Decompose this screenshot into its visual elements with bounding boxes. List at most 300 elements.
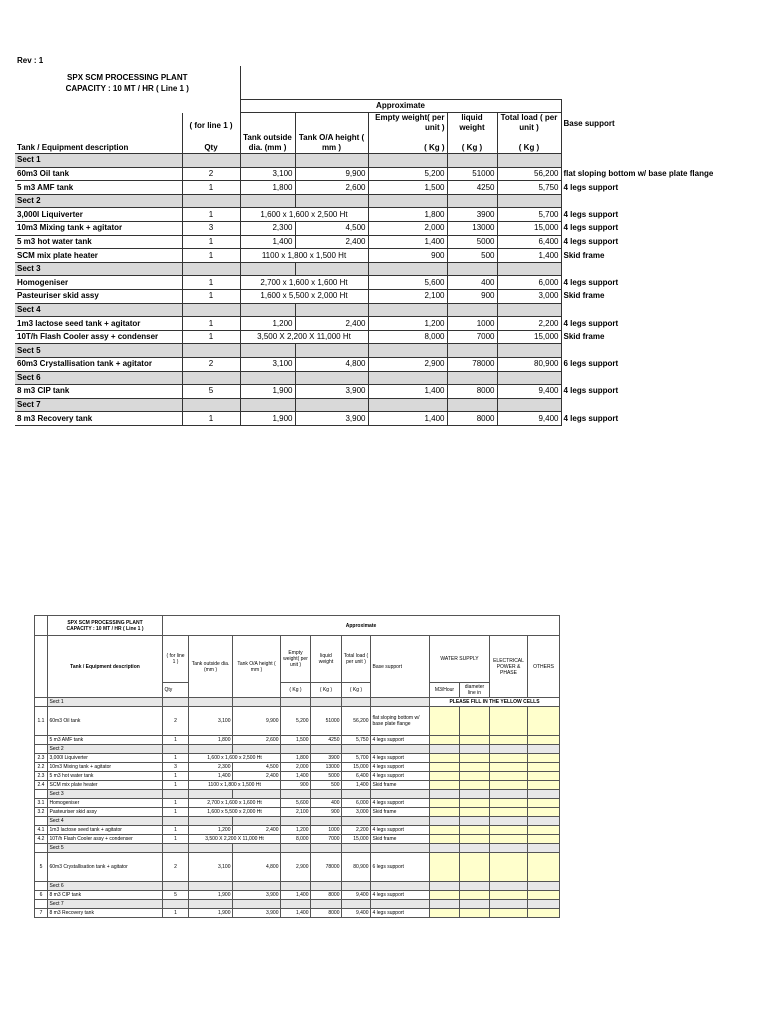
form-section-fill xyxy=(163,790,189,799)
form-equipment-oa: 3,900 xyxy=(233,909,281,918)
others-input[interactable] xyxy=(528,909,560,918)
section-row xyxy=(15,371,721,385)
form-equipment-empty: 1,400 xyxy=(281,891,311,900)
form-item-number: 3.1 xyxy=(35,799,48,808)
form-equipment-row xyxy=(35,763,560,772)
section-fill xyxy=(240,398,295,412)
equipment-empty-weight: 5,600 xyxy=(368,276,447,290)
equipment-oa: 2,400 xyxy=(295,317,368,331)
approximate-header: Approximate xyxy=(240,99,561,113)
form-section-fill xyxy=(342,817,371,826)
form-equipment-desc: 5 m3 hot water tank xyxy=(48,772,163,781)
form-section-fill xyxy=(371,698,430,707)
form-section-fill xyxy=(189,745,233,754)
form-equipment-liquid: 400 xyxy=(311,799,342,808)
water-m3-hour-input[interactable] xyxy=(430,736,460,745)
section-fill xyxy=(295,194,368,208)
water-m3-hour-input[interactable] xyxy=(430,909,460,918)
form-equipment-qty: 1 xyxy=(163,835,189,844)
form-section-fill xyxy=(371,790,430,799)
form-equipment-total: 1,400 xyxy=(342,781,371,790)
form-equipment-total: 9,400 xyxy=(342,909,371,918)
form-equipment-dimensions: 3,500 X 2,200 X 11,000 Ht xyxy=(189,835,281,844)
form-equipment-oa: 2,400 xyxy=(233,826,281,835)
equipment-total-load: 80,900 xyxy=(497,358,561,372)
form-equipment-qty: 2 xyxy=(163,853,189,882)
form-section-fill xyxy=(528,882,560,891)
section-row xyxy=(15,154,721,168)
form-section-fill xyxy=(163,745,189,754)
equipment-row xyxy=(15,358,721,372)
form-equipment-empty: 2,100 xyxy=(281,808,311,817)
form-section-row xyxy=(35,844,560,853)
form-section-fill xyxy=(430,900,460,909)
equipment-total-load: 15,000 xyxy=(497,330,561,344)
empty-weight-label: Empty weight( per unit ) xyxy=(375,113,445,133)
equipment-desc: SCM mix plate heater xyxy=(15,249,182,263)
form-section-fill xyxy=(189,882,233,891)
water-diameter-input[interactable] xyxy=(460,826,490,835)
section-row xyxy=(15,344,721,358)
equipment-dimensions: 3,500 X 2,200 X 11,000 Ht xyxy=(240,330,368,344)
form-section-fill xyxy=(490,745,528,754)
equipment-row xyxy=(15,385,721,399)
form-qty-header: Qty xyxy=(163,683,189,698)
equipment-liquid-weight: 8000 xyxy=(447,385,497,399)
section-fill xyxy=(497,262,561,276)
form-equipment-od: 3,100 xyxy=(189,707,233,736)
form-equipment-empty: 5,600 xyxy=(281,799,311,808)
kg-label-1: ( Kg ) xyxy=(424,143,445,153)
others-input[interactable] xyxy=(528,707,560,736)
water-diameter-input[interactable] xyxy=(460,808,490,817)
equipment-base-support: 4 legs support xyxy=(563,209,619,219)
form-equipment-base: flat sloping bottom w/ base plate flange xyxy=(371,707,430,736)
section-fill xyxy=(182,194,240,208)
section-fill xyxy=(497,371,561,385)
form-equipment-row xyxy=(35,826,560,835)
equipment-oa: 4,800 xyxy=(295,358,368,372)
form-equipment-liquid: 900 xyxy=(311,808,342,817)
equipment-empty-weight: 1,500 xyxy=(368,181,447,195)
equipment-liquid-weight: 13000 xyxy=(447,222,497,236)
form-equipment-od: 1,200 xyxy=(189,826,233,835)
form-section-fill xyxy=(460,817,490,826)
electrical-power-input[interactable] xyxy=(490,763,528,772)
form-title-line2: CAPACITY : 10 MT / HR ( Line 1 ) xyxy=(66,625,144,632)
electrical-power-input[interactable] xyxy=(490,772,528,781)
form-equipment-desc: Pasteuriser skid assy xyxy=(48,808,163,817)
section-fill xyxy=(368,398,447,412)
form-item-number: 2.3 xyxy=(35,754,48,763)
equipment-oa: 9,900 xyxy=(295,167,368,181)
form-section-fill xyxy=(233,817,281,826)
form-section-fill xyxy=(163,844,189,853)
form-equipment-oa: 3,900 xyxy=(233,891,281,900)
form-equipment-base: 4 legs support xyxy=(371,772,430,781)
section-fill xyxy=(497,194,561,208)
equipment-row xyxy=(15,317,721,331)
form-liquid-weight-header: liquid weight xyxy=(311,636,342,683)
water-m3-hour-input[interactable] xyxy=(430,826,460,835)
equipment-liquid-weight: 3900 xyxy=(447,208,497,222)
form-section-fill xyxy=(460,882,490,891)
equipment-base-support: Skid frame xyxy=(563,291,605,301)
others-input[interactable] xyxy=(528,808,560,817)
equipment-qty: 1 xyxy=(182,412,240,426)
form-equipment-oa: 9,900 xyxy=(233,707,281,736)
equipment-row xyxy=(15,249,721,263)
form-equipment-empty: 2,900 xyxy=(281,853,311,882)
form-section-label: Sect 4 xyxy=(48,817,163,826)
electrical-power-input[interactable] xyxy=(490,707,528,736)
equipment-dimensions: 1,600 x 5,500 x 2,000 Ht xyxy=(240,290,368,304)
equipment-total-load: 9,400 xyxy=(497,412,561,426)
form-equipment-total: 3,000 xyxy=(342,808,371,817)
section-fill xyxy=(447,194,497,208)
form-equipment-qty: 2 xyxy=(163,707,189,736)
form-equipment-qty: 1 xyxy=(163,808,189,817)
water-diameter-input[interactable] xyxy=(460,799,490,808)
section-fill xyxy=(295,262,368,276)
kg-label-2: ( Kg ) xyxy=(461,143,483,153)
others-input[interactable] xyxy=(528,799,560,808)
form-section-fill xyxy=(281,790,311,799)
form-equipment-liquid: 51000 xyxy=(311,707,342,736)
water-m3-hour-input[interactable] xyxy=(430,772,460,781)
section-fill xyxy=(561,262,721,276)
form-section-fill xyxy=(163,882,189,891)
electrical-power-input[interactable] xyxy=(490,754,528,763)
equipment-base-support: Skid frame xyxy=(563,250,605,260)
form-equipment-empty: 5,200 xyxy=(281,707,311,736)
upper-equipment-table xyxy=(15,66,721,426)
form-kg-3: ( Kg ) xyxy=(342,683,371,698)
form-section-fill xyxy=(233,882,281,891)
section-fill xyxy=(561,398,721,412)
kg-label-3: ( Kg ) xyxy=(518,143,540,153)
form-equipment-base: Skid frame xyxy=(371,781,430,790)
equipment-empty-weight: 2,900 xyxy=(368,358,447,372)
form-section-fill xyxy=(189,844,233,853)
water-diameter-input[interactable] xyxy=(460,853,490,882)
water-diameter-input[interactable] xyxy=(460,891,490,900)
form-approximate-header: Approximate xyxy=(163,616,560,636)
others-input[interactable] xyxy=(528,826,560,835)
equipment-qty: 1 xyxy=(182,249,240,263)
form-equipment-row xyxy=(35,909,560,918)
equipment-od: 1,400 xyxy=(240,235,295,249)
form-section-fill xyxy=(233,698,281,707)
electrical-power-input[interactable] xyxy=(490,808,528,817)
electrical-power-input[interactable] xyxy=(490,799,528,808)
water-m3-hour-input[interactable] xyxy=(430,763,460,772)
equipment-total-load: 5,750 xyxy=(497,181,561,195)
section-fill xyxy=(368,194,447,208)
form-section-label: Sect 2 xyxy=(48,745,163,754)
form-section-fill xyxy=(342,790,371,799)
form-equipment-qty: 1 xyxy=(163,754,189,763)
form-section-row xyxy=(35,900,560,909)
form-item-number: 7 xyxy=(35,909,48,918)
form-equipment-empty: 1,400 xyxy=(281,772,311,781)
electrical-power-input[interactable] xyxy=(490,736,528,745)
form-section-fill xyxy=(35,900,48,909)
section-fill xyxy=(447,262,497,276)
form-equipment-desc: 60m3 Oil tank xyxy=(48,707,163,736)
form-equipment-oa: 4,800 xyxy=(233,853,281,882)
equipment-total-load: 15,000 xyxy=(497,222,561,236)
form-equipment-dimensions: 1,600 x 1,600 x 2,500 Ht xyxy=(189,754,281,763)
form-equipment-base: 4 legs support xyxy=(371,754,430,763)
section-label: Sect 3 xyxy=(15,262,182,276)
section-fill xyxy=(295,344,368,358)
form-section-fill xyxy=(35,790,48,799)
form-equipment-desc: 60m3 Crystallisation tank + agitator xyxy=(48,853,163,882)
form-equipment-base: 4 legs support xyxy=(371,909,430,918)
form-section-fill xyxy=(460,900,490,909)
form-equipment-od: 1,400 xyxy=(189,772,233,781)
water-diameter-input[interactable] xyxy=(460,909,490,918)
form-section-fill xyxy=(311,844,342,853)
equipment-empty-weight: 900 xyxy=(368,249,447,263)
form-section-fill xyxy=(490,790,528,799)
form-base-support-header: Base support xyxy=(371,636,430,698)
section-label: Sect 2 xyxy=(15,194,182,208)
others-header: OTHERS xyxy=(528,636,560,698)
others-input[interactable] xyxy=(528,891,560,900)
others-input[interactable] xyxy=(528,763,560,772)
form-section-fill xyxy=(430,817,460,826)
form-section-row xyxy=(35,745,560,754)
form-item-number: 4.1 xyxy=(35,826,48,835)
form-section-fill xyxy=(189,790,233,799)
form-equipment-row xyxy=(35,781,560,790)
equipment-total-load: 3,000 xyxy=(497,290,561,304)
equipment-row xyxy=(15,235,721,249)
form-empty-weight-header: Empty weight( per unit ) xyxy=(281,636,311,683)
form-section-row xyxy=(35,882,560,891)
section-fill xyxy=(295,371,368,385)
form-section-fill xyxy=(35,844,48,853)
tank-od-header: Tank outside dia. (mm ) xyxy=(240,113,295,154)
water-m3-hour-input[interactable] xyxy=(430,799,460,808)
form-equipment-qty: 1 xyxy=(163,826,189,835)
water-diameter-input[interactable] xyxy=(460,772,490,781)
form-equipment-total: 15,000 xyxy=(342,763,371,772)
section-fill xyxy=(182,344,240,358)
others-input[interactable] xyxy=(528,772,560,781)
equipment-liquid-weight: 500 xyxy=(447,249,497,263)
form-section-fill xyxy=(233,844,281,853)
section-fill xyxy=(368,303,447,317)
form-equipment-row xyxy=(35,808,560,817)
water-m3-hour-input[interactable] xyxy=(430,781,460,790)
water-m3-hour-input[interactable] xyxy=(430,891,460,900)
equipment-oa: 2,400 xyxy=(295,235,368,249)
form-section-fill xyxy=(163,817,189,826)
equipment-desc: Pasteuriser skid assy xyxy=(15,290,182,304)
electrical-power-input[interactable] xyxy=(490,826,528,835)
form-section-fill xyxy=(233,745,281,754)
form-section-fill xyxy=(490,882,528,891)
section-fill xyxy=(447,371,497,385)
water-diameter-input[interactable] xyxy=(460,754,490,763)
electrical-power-input[interactable] xyxy=(490,853,528,882)
electrical-power-input[interactable] xyxy=(490,891,528,900)
section-fill xyxy=(497,398,561,412)
section-fill xyxy=(447,154,497,168)
water-m3-hour-input[interactable] xyxy=(430,853,460,882)
plant-title-line2: CAPACITY : 10 MT / HR ( Line 1 ) xyxy=(65,83,189,93)
section-fill xyxy=(182,398,240,412)
water-diameter-input[interactable] xyxy=(460,736,490,745)
form-equipment-base: 6 legs support xyxy=(371,853,430,882)
form-section-fill xyxy=(490,900,528,909)
form-equipment-total: 80,900 xyxy=(342,853,371,882)
form-section-fill xyxy=(35,817,48,826)
equipment-desc: 60m3 Oil tank xyxy=(15,167,182,181)
form-section-fill xyxy=(528,900,560,909)
yellow-cells-note: PLEASE FILL IN THE YELLOW CELLS xyxy=(430,698,560,707)
equipment-desc: 1m3 lactose seed tank + agitator xyxy=(15,317,182,331)
form-equipment-liquid: 78000 xyxy=(311,853,342,882)
form-equipment-desc: 3,000l Liquiverter xyxy=(48,754,163,763)
form-equipment-total: 2,200 xyxy=(342,826,371,835)
water-m3-hour-input[interactable] xyxy=(430,835,460,844)
section-fill xyxy=(497,154,561,168)
equipment-total-load: 9,400 xyxy=(497,385,561,399)
form-section-fill xyxy=(371,844,430,853)
equipment-od: 2,300 xyxy=(240,222,295,236)
section-fill xyxy=(240,194,295,208)
section-fill xyxy=(295,154,368,168)
form-item-number: 5 xyxy=(35,853,48,882)
form-section-fill xyxy=(528,817,560,826)
form-equipment-desc: 8 m3 Recovery tank xyxy=(48,909,163,918)
form-section-fill xyxy=(189,698,233,707)
form-total-load-header: Total load ( per unit ) xyxy=(342,636,371,683)
form-section-fill xyxy=(430,882,460,891)
form-equipment-dimensions: 1100 x 1,800 x 1,500 Ht xyxy=(189,781,281,790)
equipment-base-support: 4 legs support xyxy=(563,386,619,396)
water-m3-hour-input[interactable] xyxy=(430,808,460,817)
equipment-qty: 1 xyxy=(182,235,240,249)
equipment-empty-weight: 5,200 xyxy=(368,167,447,181)
form-equipment-qty: 5 xyxy=(163,891,189,900)
equipment-row xyxy=(15,330,721,344)
section-fill xyxy=(182,371,240,385)
equipment-qty: 2 xyxy=(182,167,240,181)
electrical-power-input[interactable] xyxy=(490,781,528,790)
form-section-fill xyxy=(35,882,48,891)
water-diameter-input[interactable] xyxy=(460,763,490,772)
form-equipment-od: 1,900 xyxy=(189,891,233,900)
form-equipment-dimensions: 1,600 x 5,500 x 2,000 Ht xyxy=(189,808,281,817)
form-equipment-empty: 2,000 xyxy=(281,763,311,772)
water-diameter-input[interactable] xyxy=(460,781,490,790)
equipment-total-load: 6,400 xyxy=(497,235,561,249)
equipment-liquid-weight: 78000 xyxy=(447,358,497,372)
form-section-fill xyxy=(430,745,460,754)
form-equipment-total: 6,000 xyxy=(342,799,371,808)
form-desc-header: Tank / Equipment description xyxy=(48,636,163,698)
electrical-power-input[interactable] xyxy=(490,909,528,918)
form-section-fill xyxy=(342,745,371,754)
equipment-base-support: 4 legs support xyxy=(563,318,619,328)
equipment-desc: 8 m3 CIP tank xyxy=(15,385,182,399)
form-section-fill xyxy=(342,900,371,909)
form-equipment-total: 5,750 xyxy=(342,736,371,745)
equipment-empty-weight: 1,400 xyxy=(368,235,447,249)
equipment-liquid-weight: 5000 xyxy=(447,235,497,249)
total-load-label: Total load ( per unit ) xyxy=(500,113,558,133)
equipment-desc: 10m3 Mixing tank + agitator xyxy=(15,222,182,236)
section-fill xyxy=(561,371,721,385)
form-equipment-desc: 10m3 Mixing tank + agitator xyxy=(48,763,163,772)
others-input[interactable] xyxy=(528,754,560,763)
form-equipment-total: 56,200 xyxy=(342,707,371,736)
form-equipment-desc: 5 m3 AMF tank xyxy=(48,736,163,745)
m3-hour-header: M3/Hour xyxy=(430,683,460,698)
equipment-total-load: 5,700 xyxy=(497,208,561,222)
form-equipment-qty: 1 xyxy=(163,799,189,808)
water-diameter-input[interactable] xyxy=(460,707,490,736)
section-row xyxy=(15,398,721,412)
equipment-base-support: Skid frame xyxy=(563,332,605,342)
tank-oa-header: Tank O/A height ( mm ) xyxy=(295,113,368,154)
form-equipment-liquid: 5000 xyxy=(311,772,342,781)
equipment-liquid-weight: 7000 xyxy=(447,330,497,344)
section-fill xyxy=(368,262,447,276)
equipment-liquid-weight: 400 xyxy=(447,276,497,290)
form-title-line1: SPX SCM PROCESSING PLANT xyxy=(67,619,143,626)
equipment-dimensions: 2,700 x 1,600 x 1,600 Ht xyxy=(240,276,368,290)
water-diameter-input[interactable] xyxy=(460,835,490,844)
form-section-fill xyxy=(311,817,342,826)
form-equipment-row xyxy=(35,891,560,900)
others-input[interactable] xyxy=(528,781,560,790)
water-m3-hour-input[interactable] xyxy=(430,754,460,763)
desc-header: Tank / Equipment description xyxy=(15,113,182,154)
form-equipment-liquid: 8000 xyxy=(311,909,342,918)
equipment-liquid-weight: 51000 xyxy=(447,167,497,181)
diameter-line-header: diameter line in xyxy=(460,683,490,698)
others-input[interactable] xyxy=(528,835,560,844)
electrical-power-input[interactable] xyxy=(490,835,528,844)
others-input[interactable] xyxy=(528,736,560,745)
section-fill xyxy=(497,303,561,317)
form-equipment-base: 4 legs support xyxy=(371,826,430,835)
liquid-weight-header xyxy=(447,113,497,154)
qty-header xyxy=(182,113,240,154)
form-tank-oa-header: Tank O/A height ( mm ) xyxy=(233,636,281,698)
form-equipment-row xyxy=(35,853,560,882)
form-section-fill xyxy=(311,745,342,754)
form-item-number: 2.3 xyxy=(35,772,48,781)
form-for-line-header: ( for line 1 ) xyxy=(163,636,189,683)
others-input[interactable] xyxy=(528,853,560,882)
equipment-base-support: 4 legs support xyxy=(563,413,619,423)
water-m3-hour-input[interactable] xyxy=(430,707,460,736)
section-row xyxy=(15,303,721,317)
section-fill xyxy=(447,344,497,358)
equipment-qty: 2 xyxy=(182,358,240,372)
form-equipment-row xyxy=(35,754,560,763)
equipment-total-load: 56,200 xyxy=(497,167,561,181)
form-equipment-qty: 3 xyxy=(163,763,189,772)
form-kg-2: ( Kg ) xyxy=(311,683,342,698)
